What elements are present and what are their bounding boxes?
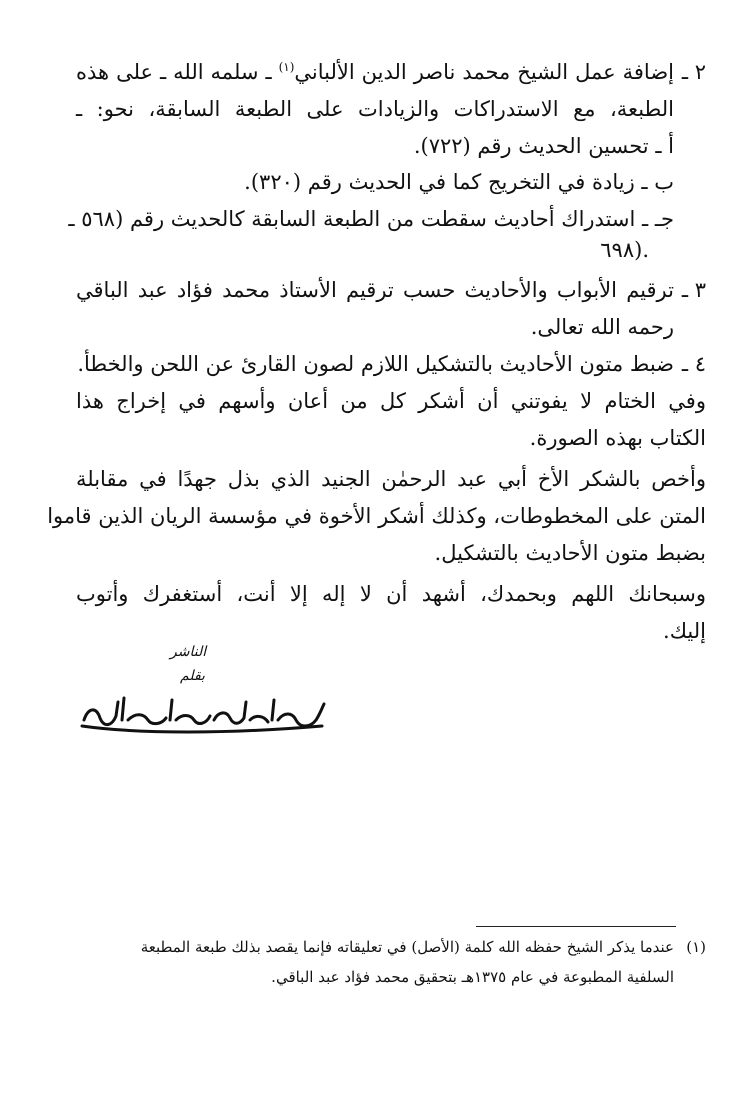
subitem-c: جـ ـ استدراك أحاديث سقطت من الطبعة السابقة كالحديث رقم (٥٦٨ ـ (68, 207, 674, 231)
footnote-line-2: السلفية المطبوعة في عام ١٣٧٥هـ بتحقيق محمد فؤاد عبد الباقي. (271, 968, 674, 986)
handwritten-signature (78, 690, 328, 742)
item-4-line-1: ضبط متون الأحاديث بالتشكيل اللازم لصون القارئ عن اللحن والخطأ. (77, 352, 674, 376)
item-2-text: إضافة عمل الشيخ محمد ناصر الدين الألباني (294, 60, 674, 84)
subitem-b: ب ـ زيادة في التخريج كما في الحديث رقم (٣٢٠). (244, 170, 674, 194)
thanks-para-line-1: وأخص بالشكر الأخ أبي عبد الرحمٰن الجنيد الذي بذل جهدًا في مقابلة (76, 467, 706, 491)
closing-para-1-line-1: وفي الختام لا يفوتني أن أشكر كل من أعان وأسهم في إخراج هذا (76, 389, 706, 413)
item-number: ٣ ـ (681, 278, 706, 302)
prayer-line-1: وسبحانك اللهم وبحمدك، أشهد أن لا إله إلا أنت، أستغفرك وأتوب (76, 582, 706, 606)
thanks-para-line-2: المتن على المخطوطات، وكذلك أشكر الأخوة في مؤسسة الريان الذين قاموا (47, 504, 706, 528)
thanks-para-line-3: بضبط متون الأحاديث بالتشكيل. (434, 541, 706, 565)
subitem-a: أ ـ تحسين الحديث رقم (٧٢٢). (413, 134, 674, 158)
footnote-marker: (١) (278, 60, 295, 74)
item-number: ٢ ـ (681, 60, 706, 84)
item-2-line-1 (76, 58, 674, 86)
prayer-line-2: إليك. (663, 619, 706, 643)
item-2-line-2: الطبعة، مع الاستدراكات والزيادات على الطبعة السابقة، نحو: ـ (76, 97, 674, 121)
footnote-number: (١) (686, 938, 706, 956)
item-3-line-2: رحمه الله تعالى. (530, 315, 674, 339)
footnote-rule (476, 926, 676, 927)
subitem-c-cont: ٦٩٨). (600, 238, 649, 262)
item-2-text-cont: ـ سلمه الله ـ على هذه (76, 60, 279, 84)
item-3-line-1: ترقيم الأبواب والأحاديث حسب ترقيم الأستاذ محمد فؤاد عبد الباقي (76, 278, 674, 302)
closing-para-1-line-2: الكتاب بهذه الصورة. (529, 426, 706, 450)
item-number: ٤ ـ (681, 352, 706, 376)
footnote-line-1: عندما يذكر الشيخ حفظه الله كلمة (الأصل) في تعليقاته فإنما يقصد بذلك طبعة المطبعة (140, 938, 674, 956)
publisher-label: الناشر (170, 644, 207, 660)
signature-by-label: بقلم (180, 668, 205, 684)
